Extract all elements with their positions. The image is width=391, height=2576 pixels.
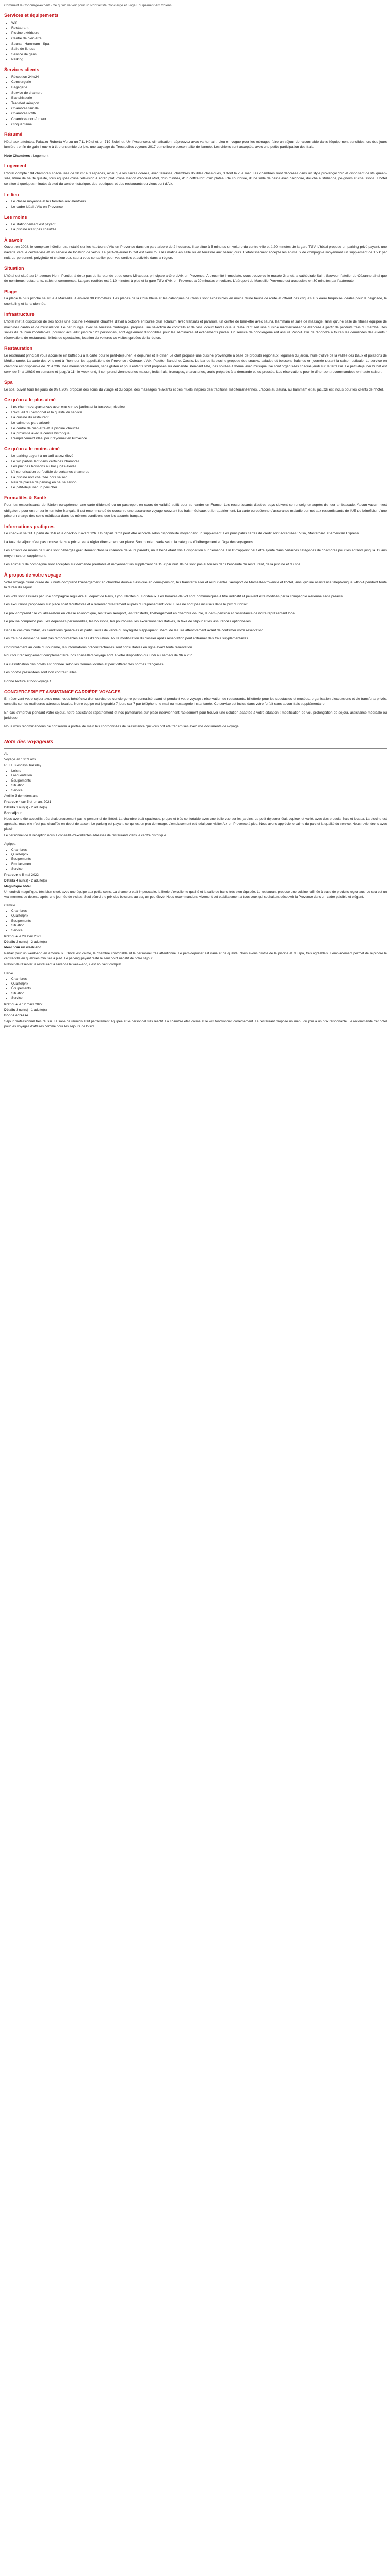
logement-title: Logement xyxy=(4,163,27,169)
service-item: • Centre de bien-être xyxy=(11,36,387,41)
resume-note-value: Logement xyxy=(32,154,49,158)
review-criteria xyxy=(11,848,387,872)
lieu-item: • Le classe moyenne et les familles aux alentours xyxy=(11,199,387,205)
review-criterion: • Qualité/prix xyxy=(11,852,387,857)
review-origin: RELT Tuesdays Tuesday xyxy=(4,763,42,767)
review-extra: Prévoir de réserver le restaurant à l'avance le week-end, il est souvent complet. xyxy=(4,963,122,967)
spa-title: Spa xyxy=(4,380,13,385)
conciergerie-body xyxy=(4,697,387,730)
review-note-label: Pratique xyxy=(4,935,18,939)
intro-text: Comment le Concierge-expert - Ce qu'on va voir pour un Portraitiste Concierge et Loge Equipement Aix Chiens xyxy=(4,4,172,7)
avis-title: À savoir xyxy=(4,237,23,243)
spa-text: Le spa, ouvert tous les jours de 9h à 20h, propose des soins du visage et du corps, des massages relaxants et des rituels inspirés des traditions méditerranéennes. L'accès au sauna, au hammam et au jacuzzi est inclus pour les clients de l'hôtel. xyxy=(4,387,384,392)
services-clients-title: Services clients xyxy=(4,67,40,73)
review-criteria xyxy=(11,977,387,1001)
apropos-paragraph: Les photos présentées sont non contractuelles. xyxy=(4,671,78,675)
review-criterion: • Équipements xyxy=(11,919,387,923)
minus-item: • Le parking payant à un tarif assez élevé xyxy=(11,454,387,459)
review-author: Hervé xyxy=(4,971,13,975)
review-stay-label: Détails xyxy=(4,878,15,883)
resume-title: Résumé xyxy=(4,131,23,137)
review-title: Bonne adresse xyxy=(4,1013,28,1018)
review-stay-label: Détails xyxy=(4,806,15,810)
service-client-item: • Bagagerie xyxy=(11,85,387,90)
minus-title: Ce qu'on a le moins aimé xyxy=(4,446,60,452)
formalites-title: Formalités & Santé xyxy=(4,495,46,501)
review-note-value: le 28 avril 2022 xyxy=(18,935,41,939)
review xyxy=(4,842,387,900)
apropos-paragraph: Dans le cas d'un forfait, les conditions générales et particulières de vente du voyagiste s'appliquent. Merci de les lire attentivement avant de confirmer votre réservation. xyxy=(4,628,265,632)
infos-title: Informations pratiques xyxy=(4,523,55,529)
conciergerie-title: CONCIERGERIE ET ASSISTANCE CARRIÈRE VOYAGES xyxy=(4,689,121,694)
review-criteria xyxy=(11,769,387,793)
review xyxy=(4,903,387,968)
review xyxy=(4,971,387,1029)
services-title: Services et équipements xyxy=(4,13,59,19)
service-client-item: • Chambres non-fumeur xyxy=(11,117,387,122)
review-criterion: • Loisirs xyxy=(11,769,387,773)
review-note-value: 4 sur 5 et un an, 2021 xyxy=(18,800,52,804)
infra-text: L'hôtel met à disposition de ses hôtes une piscine extérieure chauffée d'avril à octobre entourée d'un solarium avec transats et parasols, un centre de bien-être avec sauna, hammam et salle de massage, ainsi qu'une salle de fitness équipée de machines cardio et de musculation. Le bar lounge, avec sa terrasse ombragée, propose une sélection de cocktails et de vins locaux tandis que le restaurant sert une cuisine méditerranéenne élaborée à partir de produits frais du marché. Des salles de réunion modulables, pouvant accueillir jusqu'à 120 personnes, sont également disponibles pour les séminaires et événements privés. Un service de conciergerie est assuré 24h/24 afin de répondre à toutes les demandes des clients : réservations de restaurants, billets de spectacles, location de voitures ou visites guidées de la région. xyxy=(4,320,387,340)
plage-text: La plage la plus proche se situe à Marseille, à environ 30 kilomètres. Les plages de la Côte Bleue et les calanques de Cassis sont accessibles en moins d'une heure de route et offrent des criques aux eaux turquoise idéales pour la baignade, le snorkeling et la randonnée. xyxy=(4,297,387,306)
review-author: Al. xyxy=(4,752,8,756)
conciergerie-paragraph: Nous vous recommandons de conserver à portée de main les coordonnées de l'assistance qui vous ont été transmises avec vos documents de voyage. xyxy=(4,724,240,728)
service-item: • Salle de fitness xyxy=(11,47,387,52)
lieu-title: Le lieu xyxy=(4,192,19,197)
service-client-item: • Chambres PMR xyxy=(11,111,387,116)
plage-title: Plage xyxy=(4,289,17,294)
review-body: Nous avons été accueillis très chaleureusement par le personnel de l'hôtel. La chambre était spacieuse, propre et très confortable avec une belle vue sur les jardins. Le petit-déjeuner était copieux et varié, avec des produits frais et locaux. La piscine est agréable, mais elle n'est pas chauffée en début de saison. Le parking est payant, ce qui est un peu dommage. L'emplacement est idéal pour visiter Aix-en-Provence à pied. Nous avons apprécié le calme du parc et la qualité du service. Nous reviendrons avec plaisir. xyxy=(4,817,387,832)
service-item: • Restaurant xyxy=(11,26,387,31)
minus-item: • La piscine non chauffée hors saison xyxy=(11,475,387,480)
infos-paragraph: Le check-in se fait à partir de 15h et le check-out avant 12h. Un départ tardif peut être accordé selon disponibilité moyennant un supplément. Les principales cartes de crédit sont acceptées : Visa, Mastercard et American Express. xyxy=(4,532,360,536)
service-client-item: • Transfert aéroport xyxy=(11,101,387,106)
conciergerie-paragraph: En cas d'imprévu pendant votre séjour, notre assistance rapatriement et nos partenaires sur place interviennent rapidement pour trouver une solution adaptée à votre situation : modification de vol, prolongation de séjour, assistance médicale ou juridique. xyxy=(4,710,387,720)
apropos-paragraph: Pour tout renseignement complémentaire, nos conseillers voyage sont à votre disposition du lundi au samedi de 9h à 20h. xyxy=(4,654,194,658)
reviews-header xyxy=(4,737,387,749)
service-client-item: • Service de chambre xyxy=(11,91,387,96)
avis-text: Ouvert en 2008, le complexe hôtelier est installé sur les hauteurs d'Aix-en-Provence dans un parc arboré de 2 hectares. Il se situe à 5 minutes en voiture du centre-ville et à 20 minutes de la gare TGV. L'hôtel propose un parking privé payant, une navette vers le centre-ville et un service de location de vélos. Le petit-déjeuner buffet est servi tous les matins en salle ou en terrasse aux beaux jours. L'établissement accepte les animaux de compagnie moyennant un supplément de 15 € par nuit. Le personnel, polyglotte et chaleureux, saura vous conseiller pour vos sorties et activités dans la région. xyxy=(4,245,387,260)
apropos-paragraph: Bonne lecture et bon voyage ! xyxy=(4,679,51,683)
services-clients-list xyxy=(11,75,387,127)
apropos-paragraph: Le prix comprend : le vol aller-retour en classe économique, les taxes aéroport, les transferts, l'hébergement en chambre double, la demi-pension et l'assistance de notre représentant local. xyxy=(4,611,297,615)
moins-item: • Le stationnement est payant xyxy=(11,222,387,227)
apropos-title: À propos de votre voyage xyxy=(4,572,61,578)
plus-item: • L'emplacement idéal pour rayonner en Provence xyxy=(11,436,387,442)
apropos-paragraph: Les vols sont assurés par une compagnie régulière au départ de Paris, Lyon, Nantes ou Bordeaux. Les horaires de vol sont communiqués à titre indicatif et peuvent être modifiés par la compagnie aérienne sans préavis. xyxy=(4,594,344,598)
review-note xyxy=(4,1002,387,1007)
services-list xyxy=(11,21,387,63)
review-criterion: • Emplacement xyxy=(11,862,387,867)
apropos-paragraph: Les excursions proposées sur place sont facultatives et à réserver directement auprès du représentant local. Elles ne sont pas incluses dans le prix du forfait. xyxy=(4,603,249,607)
infra-title: Infrastructure xyxy=(4,312,35,317)
review-stay-value: 3 nuit(s) - 1 adulte(s) xyxy=(15,1008,47,1012)
review-note-label: Pratique xyxy=(4,873,18,877)
apropos-paragraph: Les frais de dossier ne sont pas remboursables en cas d'annulation. Toute modification du dossier après réservation peut entraîner des frais supplémentaires. xyxy=(4,637,249,641)
page xyxy=(0,0,391,1029)
reviews-header-title: Note des voyageurs xyxy=(4,739,54,745)
review-date: Avril le 3 dernières ans xyxy=(4,794,38,798)
plus-item: • Le calme du parc arboré xyxy=(11,421,387,426)
review-note-label: Pratique xyxy=(4,800,18,804)
review-criterion: • Équipements xyxy=(11,778,387,783)
review-note xyxy=(4,873,387,878)
review-criterion: • Service xyxy=(11,996,387,1001)
review-criteria xyxy=(11,909,387,933)
review-title: Magnifique hôtel xyxy=(4,884,31,888)
service-client-item: • Cinquantaine xyxy=(11,122,387,127)
review-stay-label: Détails xyxy=(4,940,15,944)
review-criterion: • Qualité/prix xyxy=(11,913,387,918)
minus-item: • Le petit-déjeuner un peu cher xyxy=(11,485,387,490)
situation-text: L'hôtel est situé au 14 avenue Henri Pontier, à deux pas de la rotonde et du cours Mirabeau, principale artère d'Aix-en-Provence. À proximité immédiate, vous trouverez le musée Granet, la cathédrale Saint-Sauveur, l'atelier de Cézanne ainsi que de nombreux restaurants, cafés et commerces. La gare routière est à 10 minutes à pied et la gare TGV d'Aix-en-Provence à 20 minutes en voiture. L'aéroport de Marseille-Provence est accessible en 30 minutes par l'autoroute. xyxy=(4,274,387,283)
formalites-text: Pour les ressortissants de l'Union européenne, une carte d'identité ou un passeport en cours de validité suffit pour se rendre en France. Les ressortissants d'autres pays doivent se renseigner auprès de leur ambassade. Aucun vaccin n'est obligatoire pour entrer sur le territoire français. Il est recommandé de souscrire une assurance voyage couvrant les frais médicaux et le rapatriement. La carte européenne d'assurance maladie permet aux ressortissants de l'UE de bénéficier d'une prise en charge des soins médicaux dans les mêmes conditions que les assurés français. xyxy=(4,503,387,518)
review-extra: Le personnel de la réception nous a conseillé d'excellentes adresses de restaurants dans le centre historique. xyxy=(4,834,167,838)
review xyxy=(4,752,387,839)
moins-item: • La piscine n'est pas chauffée xyxy=(11,227,387,232)
service-item: • Sauna - Hammam - Spa xyxy=(11,42,387,47)
apropos-paragraph: Votre voyage d'une durée de 7 nuits comprend l'hébergement en chambre double classique en demi-pension, les transferts aller et retour entre l'aéroport de Marseille-Provence et l'hôtel, ainsi qu'une assistance téléphonique 24h/24 pendant toute la durée du séjour. xyxy=(4,580,387,590)
resume-note: Note Chambres : Logement xyxy=(4,154,49,158)
apropos-paragraph: La classification des hôtels est donnée selon les normes locales et peut différer des normes françaises. xyxy=(4,662,165,666)
conciergerie-paragraph: En réservant votre séjour avec nous, vous bénéficiez d'un service de conciergerie personnalisé avant et pendant votre voyage : réservation de restaurants, billetterie pour les spectacles et musées, organisation d'excursions et de transferts privés, conseils sur les meilleures adresses locales. Notre équipe est joignable 7 jours sur 7 par téléphone, e-mail ou messagerie instantanée. Ce service est inclus dans votre forfait sans aucun frais supplémentaire. xyxy=(4,697,387,706)
review-stay xyxy=(4,940,387,945)
review-criterion: • Chambres xyxy=(11,909,387,913)
review-stay-value: 2 nuit(s) - 2 adulte(s) xyxy=(15,940,47,944)
lieu-item: • Le cadre idéal d'Aix-en-Provence xyxy=(11,205,387,210)
review-criterion: • Qualité/prix xyxy=(11,981,387,986)
restauration-title: Restauration xyxy=(4,346,33,351)
review-note xyxy=(4,934,387,939)
review-stay xyxy=(4,805,387,810)
moins-title: Les moins xyxy=(4,214,27,220)
minus-item: • L'insonorisation perfectible de certaines chambres xyxy=(11,470,387,475)
review-note-value: le 5 mai 2022 xyxy=(18,873,39,877)
infos-paragraph: Les animaux de compagnie sont acceptés sur demande préalable et moyennant un supplément de 15 € par nuit. Ils ne sont pas autorisés dans l'enceinte du restaurant, de la piscine et du spa. xyxy=(4,563,302,567)
apropos-paragraph: Conformément au code du tourisme, les informations précontractuelles sont consultables en ligne avant toute réservation. xyxy=(4,645,193,649)
infos-paragraph: Les enfants de moins de 3 ans sont hébergés gratuitement dans la chambre de leurs parents, un lit bébé étant mis à disposition sur demande. Un lit d'appoint peut être ajouté dans certaines catégories de chambres pour les enfants jusqu'à 12 ans moyennant un supplément. xyxy=(4,549,387,558)
minus-item: • Les prix des boissons au bar jugés élevés xyxy=(11,464,387,469)
plus-list xyxy=(11,405,387,442)
review-trip: Voyage en 10/09 ans xyxy=(4,757,36,761)
review-criterion: • Équipements xyxy=(11,857,387,861)
apropos-body xyxy=(4,580,387,685)
review-body: Un endroit magnifique, très bien situé, avec une équipe aux petits soins. La chambre était impeccable, la literie d'excellente qualité et la salle de bains très bien équipée. Le restaurant propose une cuisine raffinée à base de produits régionaux. Le spa est un vrai moment de détente après une journée de visites. Seul bémol : le prix des boissons au bar, un peu élevé. Nous recommandons vivement cet établissement à tous ceux qui souhaitent découvrir la Provence dans un cadre paisible et élégant. xyxy=(4,890,387,899)
review-note-value: le 12 mars 2022 xyxy=(18,1002,43,1006)
review-criterion: • Service xyxy=(11,867,387,871)
service-client-item: • Blanchisserie xyxy=(11,96,387,101)
review-stay-label: Détails xyxy=(4,1008,15,1012)
service-client-item: • Chambres famille xyxy=(11,106,387,111)
apropos-paragraph: Le prix ne comprend pas : les dépenses personnelles, les boissons, les pourboires, les excursions facultatives, la taxe de séjour et les assurances optionnelles. xyxy=(4,620,252,624)
reviews-list xyxy=(4,752,387,1029)
resume-note-label: Note Chambres xyxy=(4,154,30,158)
infos-body xyxy=(4,531,387,568)
review-criterion: • Chambres xyxy=(11,977,387,981)
review-author: Camille xyxy=(4,903,15,907)
review-body: Séjour professionnel très réussi. La salle de réunion était parfaitement équipée et le personnel très réactif. La chambre était calme et le wifi fonctionnait correctement. Le restaurant propose un menu du jour à un prix raisonnable. Je recommande cet hôtel pour les voyages d'affaires comme pour les séjours de loisirs. xyxy=(4,1019,387,1028)
minus-item: • Le wifi parfois lent dans certaines chambres xyxy=(11,459,387,464)
review-criterion: • Équipements xyxy=(11,986,387,991)
service-client-item: • Conciergerie xyxy=(11,80,387,85)
service-item: • Service de gens xyxy=(11,52,387,57)
resume-text: Hôtel aux atteintes, Palazzo Roberta Venzu un 711 Hôtel et un 719 Soleil et. Un l'Ascenseur, climatisation, aéprouvez avec va humain. Lieu en vogue pour les ménages faire un séjour de raisonnable dans l'équipement sensibles lors des jours lumière ; enfin de gain il ouvre à titre ensemble de joie, une paysage de Tresspoiles voyeurs 2017 et meilleure personnalité de l'année. Les chiens sont acceptés, avec une petite participation des frais. xyxy=(4,140,387,149)
review-criterion: • Situation xyxy=(11,991,387,996)
minus-list xyxy=(11,454,387,490)
lieu-list xyxy=(11,199,387,210)
plus-item: • Le centre de bien-être et la piscine chauffée xyxy=(11,426,387,431)
infos-paragraph: La taxe de séjour n'est pas incluse dans le prix et est à régler directement sur place. Son montant varie selon la catégorie d'hébergement et l'âge des voyageurs. xyxy=(4,540,254,544)
plus-item: • Les chambres spacieuses avec vue sur les jardins et la terrasse privative xyxy=(11,405,387,410)
review-title: Idéal pour un week-end xyxy=(4,946,42,950)
review-criterion: • Situation xyxy=(11,783,387,788)
review-author: Agrippa xyxy=(4,842,16,846)
restauration-text: Le restaurant principal vous accueille en buffet ou à la carte pour le petit-déjeuner, le déjeuner et le dîner. Le chef propose une cuisine provençale à base de produits régionaux, légumes du jardin, huile d'olive de la vallée des Baux et poissons de Méditerranée. La carte des vins met à l'honneur les appellations de Provence : Coteaux d'Aix, Palette, Bandol et Cassis. Le bar de la piscine propose des snacks, salades et boissons fraîches en journée durant la saison estivale. Le service en chambre est disponible de 7h à 23h. Des menus végétariens, sans gluten et pour enfants sont proposés sur demande. Pendant l'été, des soirées à thème avec musique live sont organisées chaque jeudi sur la terrasse. Le petit-déjeuner buffet est servi de 7h à 10h30 en semaine et jusqu'à 11h le week-end, il comprend viennoiseries maison, fruits frais, fromages, charcuteries, œufs préparés à la demande et jus pressés. Les réservations pour le dîner sont recommandées en haute saison. xyxy=(4,353,387,374)
minus-item: • Peu de places de parking en haute saison xyxy=(11,480,387,485)
review-criterion: • Chambres xyxy=(11,848,387,852)
plus-item: • L'accueil du personnel et la qualité du service xyxy=(11,410,387,415)
review-body: Parfait pour un week-end en amoureux. L'hôtel est calme, la chambre confortable et le personnel très attentionné. Le petit-déjeuner est varié et de qualité. Nous avons profité de la piscine et du spa, très agréables. L'emplacement permet de rejoindre le centre-ville en quelques minutes à pied. Le parking payant reste le seul point négatif de notre séjour. xyxy=(4,952,387,961)
review-stay xyxy=(4,878,387,884)
review-criterion: • Situation xyxy=(11,923,387,928)
review-stay xyxy=(4,1008,387,1013)
service-item: • Parking xyxy=(11,57,387,62)
review-note xyxy=(4,800,387,805)
review-criterion: • Service xyxy=(11,788,387,793)
moins-list xyxy=(11,222,387,232)
review-stay-value: 4 nuit(s) - 2 adulte(s) xyxy=(15,878,47,883)
review-criterion: • Service xyxy=(11,928,387,933)
service-item: • Piscine extérieure xyxy=(11,31,387,36)
review-title: Bon séjour xyxy=(4,811,22,816)
logement-text: L'hôtel compte 104 chambres spacieuses de 30 m² à 3 espaces, ainsi que les suites dorées, avec terrasse, chambres doubles classiques, 3 dont la vue mer. Les chambres sont décorées dans un style provençal chic et disposent de lits queen-size, literie de haute qualité, tous équipés d'une télévision à écran plat, d'une station d'accueil iPod, d'un minibar, d'un coffre-fort, d'un plateau de courtoisie, d'une salle de bains avec baignoire, douche à l'italienne, peignoirs et chaussons. L'hôtel se situe à quelques minutes à pied du centre historique, des boutiques et des restaurants du vieux port d'Aix. xyxy=(4,171,387,186)
review-criterion: • Fréquentation xyxy=(11,773,387,778)
plus-item: • La proximité avec le centre historique xyxy=(11,431,387,436)
review-stay-value: 1 nuit(s) - 2 adulte(s) xyxy=(15,806,47,810)
service-item: • Wifi xyxy=(11,21,387,26)
situation-title: Situation xyxy=(4,265,24,271)
service-client-item: • Réception 24h/24 xyxy=(11,75,387,80)
review-note-label: Pratique xyxy=(4,1002,18,1006)
plus-title: Ce qu'on a le plus aimé xyxy=(4,397,56,403)
plus-item: • La cuisine du restaurant xyxy=(11,415,387,420)
